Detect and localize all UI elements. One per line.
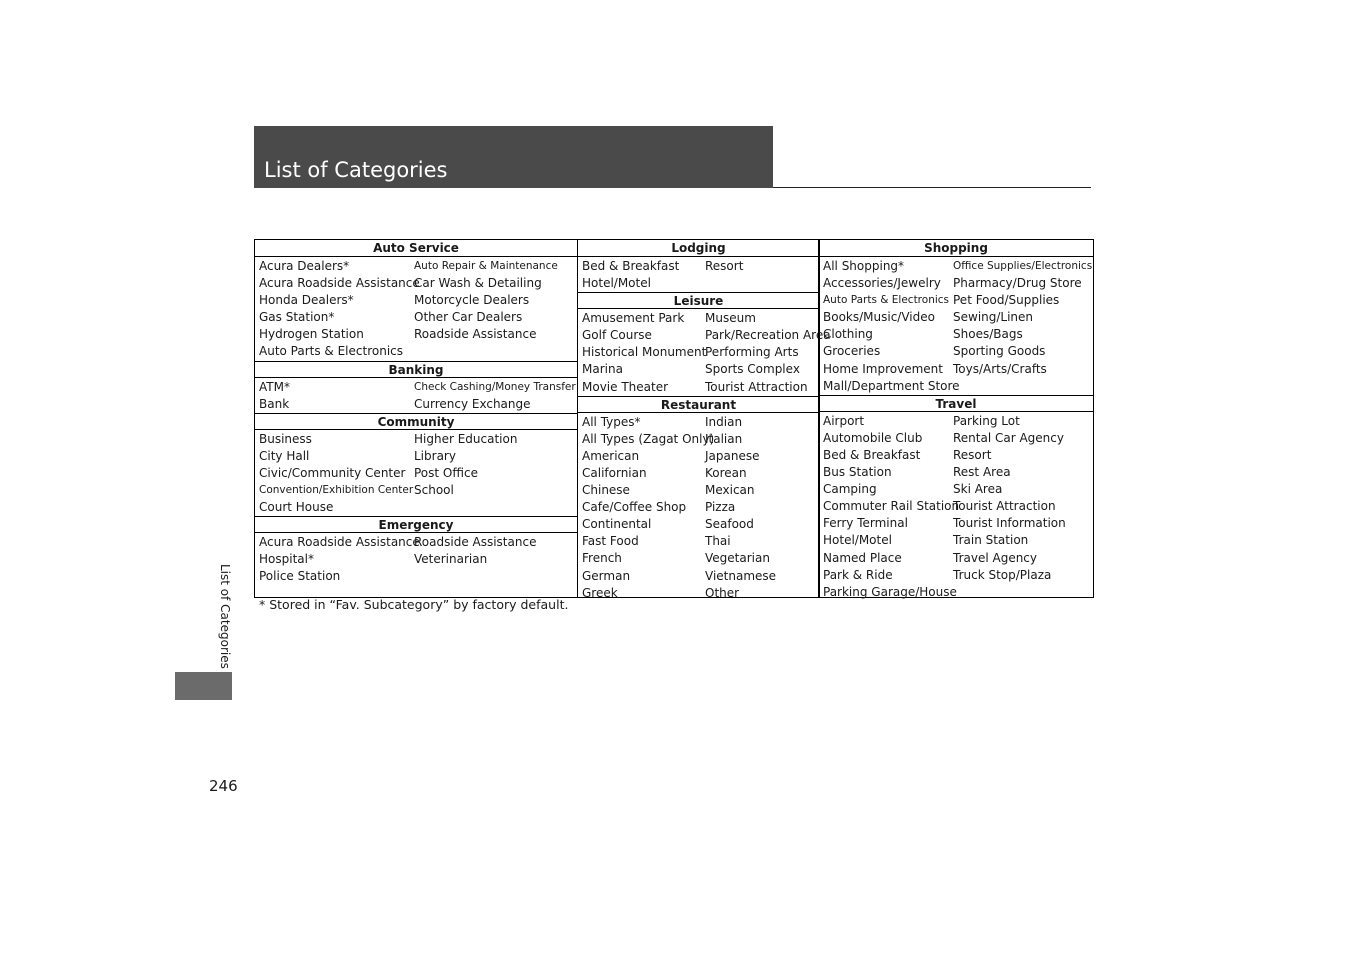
section-auto-service	[255, 257, 577, 361]
category-item: Bed & Breakfast	[582, 259, 680, 273]
category-item: Chinese	[582, 483, 630, 498]
category-item	[949, 378, 1093, 395]
category-item: Check Cashing/Money Transfer	[414, 380, 576, 393]
side-tab-marker	[175, 672, 232, 700]
category-item: Post Office	[414, 465, 478, 480]
category-item: Performing Arts	[705, 345, 799, 360]
category-item: Other Car Dealers	[414, 310, 523, 325]
category-item: Parking Garage/House	[823, 584, 957, 599]
category-item: Golf Course	[582, 328, 652, 343]
category-item: Resort	[953, 447, 992, 462]
category-item: Rest Area	[953, 465, 1011, 480]
category-item: Higher Education	[414, 431, 518, 446]
category-item: French	[582, 551, 622, 566]
category-item: Italian	[705, 431, 743, 446]
category-item: Veterinarian	[414, 552, 488, 567]
category-item: Automobile Club	[823, 430, 923, 445]
category-item: Acura Roadside Assistance	[259, 535, 420, 550]
category-item: Indian	[705, 414, 743, 429]
category-item: Honda Dealers*	[259, 293, 354, 308]
category-item: Auto Parts & Electronics	[823, 294, 950, 307]
category-item: Amusement Park	[582, 311, 685, 326]
category-item: Seafood	[705, 517, 754, 532]
category-item: Tourist Attraction	[705, 379, 808, 394]
title-bar	[254, 126, 773, 188]
category-item: German	[582, 568, 631, 583]
category-item: Ferry Terminal	[823, 516, 908, 531]
category-item: School	[414, 483, 454, 498]
category-item: Airport	[823, 413, 865, 428]
category-item: Books/Music/Video	[823, 310, 935, 325]
category-item: Acura Dealers*	[259, 259, 350, 273]
category-item: Pet Food/Supplies	[953, 293, 1060, 308]
category-item: Civic/Community Center	[259, 465, 406, 480]
category-item: Court House	[259, 500, 334, 515]
category-item: Mexican	[705, 483, 755, 498]
category-item: Home Improvement	[823, 361, 943, 376]
category-item: Roadside Assistance	[414, 535, 537, 550]
category-item: Toys/Arts/Crafts	[953, 361, 1047, 376]
category-item: Hydrogen Station	[259, 327, 364, 342]
category-item: Hospital*	[259, 552, 314, 567]
category-item: Sporting Goods	[953, 344, 1046, 359]
category-item: Business	[259, 431, 312, 446]
category-item: Museum	[705, 311, 756, 326]
category-item: City Hall	[259, 448, 310, 463]
page-number: 246	[209, 777, 238, 795]
section-emergency	[255, 533, 577, 585]
category-item: Bank	[259, 396, 290, 411]
section-title-leisure: Leisure	[578, 292, 819, 309]
category-item: Park & Ride	[823, 567, 893, 582]
column-middle	[577, 239, 831, 600]
category-item: Roadside Assistance	[414, 327, 537, 342]
section-banking	[255, 378, 577, 413]
category-item: Movie Theater	[582, 379, 669, 394]
category-item: Car Wash & Detailing	[414, 276, 542, 291]
category-item: Train Station	[953, 533, 1029, 548]
category-item: Travel Agency	[953, 550, 1037, 565]
section-travel	[819, 412, 1093, 601]
category-item: Ski Area	[953, 482, 1003, 497]
category-item: Marina	[582, 362, 623, 377]
category-item: Other	[705, 585, 740, 600]
page-title: List of Categories	[264, 158, 448, 182]
category-item: Fast Food	[582, 534, 639, 549]
category-item: Accessories/Jewelry	[823, 276, 941, 291]
section-title-shopping: Shopping	[819, 240, 1093, 257]
category-item: Rental Car Agency	[953, 430, 1064, 445]
category-item: Camping	[823, 482, 877, 497]
section-lodging	[578, 257, 819, 292]
category-item	[410, 499, 577, 516]
section-title-community: Community	[255, 413, 577, 430]
section-title-banking: Banking	[255, 361, 577, 378]
category-item: All Types*	[582, 414, 641, 429]
category-item: Groceries	[823, 344, 881, 359]
category-item: Mall/Department Store	[823, 378, 960, 393]
category-item: Japanese	[705, 448, 760, 463]
category-item: Greek	[582, 585, 618, 600]
category-item	[410, 343, 577, 360]
footnote: * Stored in “Fav. Subcategory” by factory default.	[259, 597, 569, 612]
section-title-lodging: Lodging	[578, 240, 819, 257]
category-item: Tourist Attraction	[953, 499, 1056, 514]
category-item: Bus Station	[823, 465, 892, 480]
category-item: Resort	[705, 259, 744, 273]
section-title-emergency: Emergency	[255, 516, 577, 533]
category-item: Parking Lot	[953, 413, 1020, 428]
category-item	[949, 584, 1093, 601]
category-item: Historical Monument	[582, 345, 707, 360]
category-item	[410, 568, 577, 585]
category-item: Sewing/Linen	[953, 310, 1034, 325]
section-leisure	[578, 309, 831, 395]
category-item: Library	[414, 448, 456, 463]
category-item: Pharmacy/Drug Store	[953, 276, 1082, 291]
section-title-auto-service: Auto Service	[255, 240, 577, 257]
category-item: Named Place	[823, 550, 902, 565]
category-item: Sports Complex	[705, 362, 800, 377]
category-item: Truck Stop/Plaza	[953, 567, 1052, 582]
category-item: Pizza	[705, 500, 736, 515]
category-item: Tourist Information	[953, 516, 1066, 531]
section-restaurant	[578, 413, 819, 602]
category-item: Motorcycle Dealers	[414, 293, 530, 308]
column-right	[818, 239, 1094, 598]
category-item: Convention/Exhibition Center	[259, 484, 414, 497]
section-community	[255, 430, 577, 516]
category-item: Shoes/Bags	[953, 327, 1023, 342]
category-item: Currency Exchange	[414, 396, 531, 411]
category-item: Hotel/Motel	[823, 533, 892, 548]
category-item: Office Supplies/Electronics	[953, 260, 1093, 272]
category-item: Continental	[582, 517, 652, 532]
category-item: Hotel/Motel	[582, 276, 651, 291]
category-item: Korean	[705, 465, 747, 480]
title-rule	[773, 187, 1091, 188]
category-item: Vegetarian	[705, 551, 770, 566]
category-item: Clothing	[823, 327, 873, 342]
category-item: ATM*	[259, 379, 290, 394]
category-item	[701, 275, 819, 292]
category-item: All Types (Zagat Only)	[582, 431, 715, 446]
category-item: All Shopping*	[823, 259, 905, 273]
category-item: Thai	[705, 534, 731, 549]
section-shopping	[819, 257, 1093, 395]
column-left	[254, 239, 578, 598]
category-item: Auto Repair & Maintenance	[414, 260, 558, 272]
section-title-restaurant: Restaurant	[578, 396, 819, 413]
category-item: American	[582, 448, 640, 463]
category-item: Cafe/Coffee Shop	[582, 500, 687, 515]
category-item: Acura Roadside Assistance	[259, 276, 420, 291]
category-item: Park/Recreation Area	[705, 328, 831, 343]
category-item: Auto Parts & Electronics	[259, 344, 404, 359]
category-item: Police Station	[259, 569, 341, 584]
category-item: Californian	[582, 465, 647, 480]
category-item: Bed & Breakfast	[823, 447, 921, 462]
category-item: Vietnamese	[705, 568, 777, 583]
category-item: Commuter Rail Station	[823, 499, 960, 514]
side-tab-label: List of Categories	[218, 564, 232, 669]
category-item: Gas Station*	[259, 310, 335, 325]
section-title-travel: Travel	[819, 395, 1093, 412]
